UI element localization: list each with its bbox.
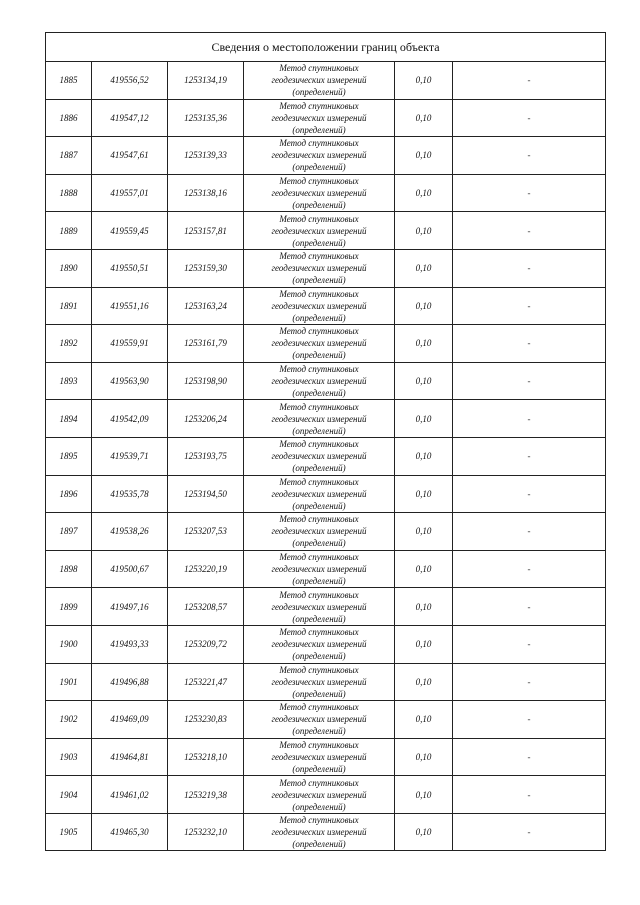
method-cell [244,99,395,137]
description-cell: - [453,99,606,137]
table-row [46,62,606,100]
method-line: Метод спутниковых [279,176,359,187]
method-line: Метод спутниковых [279,627,359,638]
method-line: Метод спутниковых [279,251,359,262]
description-cell: - [453,550,606,588]
table-row [46,437,606,475]
method-line: (определений) [292,275,346,286]
method-line: геодезических измерений [271,564,367,575]
method-line: (определений) [292,388,346,399]
table-row [46,325,606,363]
method-line: Метод спутниковых [279,514,359,525]
method-line: геодезических измерений [271,300,367,311]
y-coordinate-cell: 1253194,50 [168,475,244,513]
method-line: Метод спутниковых [279,63,359,74]
method-line: Метод спутниковых [279,138,359,149]
y-coordinate-cell: 1253218,10 [168,738,244,776]
y-coordinate-cell: 1253208,57 [168,588,244,626]
method-line: (определений) [292,801,346,812]
point-number-cell: 1897 [46,513,92,551]
method-line: геодезических измерений [271,714,367,725]
method-line: (определений) [292,350,346,361]
method-line: Метод спутниковых [279,326,359,337]
table-row [46,475,606,513]
method-cell [244,362,395,400]
x-coordinate-cell: 419539,71 [92,437,168,475]
method-line: геодезических измерений [271,188,367,199]
y-coordinate-cell: 1253138,16 [168,174,244,212]
x-coordinate-cell: 419465,30 [92,813,168,851]
x-coordinate-cell: 419493,33 [92,625,168,663]
description-cell: - [453,588,606,626]
description-cell: - [453,362,606,400]
method-cell [244,174,395,212]
description-cell: - [453,174,606,212]
method-cell [244,212,395,250]
method-line: (определений) [292,688,346,699]
method-line: (определений) [292,839,346,850]
point-number-cell: 1900 [46,625,92,663]
method-line: Метод спутниковых [279,815,359,826]
method-cell [244,663,395,701]
description-cell: - [453,249,606,287]
method-line: Метод спутниковых [279,552,359,563]
method-line: геодезических измерений [271,225,367,236]
method-line: (определений) [292,651,346,662]
y-coordinate-cell: 1253161,79 [168,325,244,363]
accuracy-cell: 0,10 [395,137,453,175]
x-coordinate-cell: 419461,02 [92,776,168,814]
method-cell [244,400,395,438]
method-cell [244,701,395,739]
description-cell: - [453,513,606,551]
y-coordinate-cell: 1253232,10 [168,813,244,851]
description-cell: - [453,625,606,663]
description-cell: - [453,813,606,851]
description-cell: - [453,437,606,475]
y-coordinate-cell: 1253159,30 [168,249,244,287]
table-row [46,212,606,250]
method-line: (определений) [292,576,346,587]
accuracy-cell: 0,10 [395,475,453,513]
y-coordinate-cell: 1253220,19 [168,550,244,588]
method-line: (определений) [292,425,346,436]
method-cell [244,437,395,475]
method-line: Метод спутниковых [279,739,359,750]
y-coordinate-cell: 1253207,53 [168,513,244,551]
point-number-cell: 1888 [46,174,92,212]
table-row [46,588,606,626]
accuracy-cell: 0,10 [395,362,453,400]
x-coordinate-cell: 419538,26 [92,513,168,551]
point-number-cell: 1896 [46,475,92,513]
method-cell [244,249,395,287]
table-row [46,137,606,175]
accuracy-cell: 0,10 [395,174,453,212]
y-coordinate-cell: 1253135,36 [168,99,244,137]
method-line: (определений) [292,87,346,98]
accuracy-cell: 0,10 [395,550,453,588]
table-row [46,701,606,739]
method-cell [244,287,395,325]
table-row [46,99,606,137]
table-row [46,362,606,400]
method-line: (определений) [292,200,346,211]
method-cell [244,625,395,663]
x-coordinate-cell: 419559,91 [92,325,168,363]
accuracy-cell: 0,10 [395,212,453,250]
y-coordinate-cell: 1253209,72 [168,625,244,663]
x-coordinate-cell: 419464,81 [92,738,168,776]
method-line: геодезических измерений [271,526,367,537]
method-cell [244,137,395,175]
method-line: Метод спутниковых [279,439,359,450]
method-cell [244,513,395,551]
y-coordinate-cell: 1253221,47 [168,663,244,701]
x-coordinate-cell: 419557,01 [92,174,168,212]
method-line: геодезических измерений [271,601,367,612]
accuracy-cell: 0,10 [395,513,453,551]
x-coordinate-cell: 419547,12 [92,99,168,137]
accuracy-cell: 0,10 [395,287,453,325]
x-coordinate-cell: 419556,52 [92,62,168,100]
method-line: (определений) [292,237,346,248]
x-coordinate-cell: 419563,90 [92,362,168,400]
description-cell: - [453,663,606,701]
method-line: геодезических измерений [271,676,367,687]
method-line: (определений) [292,538,346,549]
point-number-cell: 1894 [46,400,92,438]
point-number-cell: 1892 [46,325,92,363]
method-cell [244,550,395,588]
method-cell [244,738,395,776]
method-line: геодезических измерений [271,263,367,274]
description-cell: - [453,701,606,739]
description-cell: - [453,738,606,776]
method-line: геодезических измерений [271,639,367,650]
accuracy-cell: 0,10 [395,813,453,851]
method-cell [244,776,395,814]
x-coordinate-cell: 419469,09 [92,701,168,739]
method-line: Метод спутниковых [279,364,359,375]
description-cell: - [453,776,606,814]
method-line: (определений) [292,726,346,737]
table-row [46,400,606,438]
x-coordinate-cell: 419497,16 [92,588,168,626]
point-number-cell: 1886 [46,99,92,137]
method-line: геодезических измерений [271,75,367,86]
table-row [46,550,606,588]
point-number-cell: 1898 [46,550,92,588]
description-cell: - [453,400,606,438]
method-line: Метод спутниковых [279,100,359,111]
method-cell [244,475,395,513]
y-coordinate-cell: 1253193,75 [168,437,244,475]
x-coordinate-cell: 419550,51 [92,249,168,287]
method-line: геодезических измерений [271,338,367,349]
x-coordinate-cell: 419559,45 [92,212,168,250]
method-line: геодезических измерений [271,112,367,123]
y-coordinate-cell: 1253157,81 [168,212,244,250]
method-line: Метод спутниковых [279,288,359,299]
method-line: (определений) [292,613,346,624]
method-line: Метод спутниковых [279,702,359,713]
accuracy-cell: 0,10 [395,701,453,739]
method-line: Метод спутниковых [279,664,359,675]
y-coordinate-cell: 1253134,19 [168,62,244,100]
description-cell: - [453,62,606,100]
method-line: Метод спутниковых [279,476,359,487]
method-line: Метод спутниковых [279,777,359,788]
description-cell: - [453,287,606,325]
point-number-cell: 1899 [46,588,92,626]
y-coordinate-cell: 1253139,33 [168,137,244,175]
accuracy-cell: 0,10 [395,588,453,626]
point-number-cell: 1895 [46,437,92,475]
method-line: (определений) [292,312,346,323]
description-cell: - [453,325,606,363]
point-number-cell: 1891 [46,287,92,325]
description-cell: - [453,137,606,175]
point-number-cell: 1887 [46,137,92,175]
method-line: Метод спутниковых [279,401,359,412]
method-line: геодезических измерений [271,789,367,800]
accuracy-cell: 0,10 [395,62,453,100]
table-row [46,663,606,701]
table-row [46,625,606,663]
method-line: (определений) [292,763,346,774]
point-number-cell: 1901 [46,663,92,701]
x-coordinate-cell: 419535,78 [92,475,168,513]
accuracy-cell: 0,10 [395,738,453,776]
accuracy-cell: 0,10 [395,437,453,475]
x-coordinate-cell: 419542,09 [92,400,168,438]
y-coordinate-cell: 1253230,83 [168,701,244,739]
method-line: (определений) [292,124,346,135]
accuracy-cell: 0,10 [395,625,453,663]
table-row [46,738,606,776]
description-cell: - [453,212,606,250]
table-row [46,776,606,814]
x-coordinate-cell: 419551,16 [92,287,168,325]
accuracy-cell: 0,10 [395,776,453,814]
accuracy-cell: 0,10 [395,663,453,701]
point-number-cell: 1902 [46,701,92,739]
method-cell [244,813,395,851]
accuracy-cell: 0,10 [395,400,453,438]
method-line: геодезических измерений [271,150,367,161]
y-coordinate-cell: 1253206,24 [168,400,244,438]
method-line: Метод спутниковых [279,213,359,224]
method-line: геодезических измерений [271,413,367,424]
method-line: (определений) [292,463,346,474]
method-cell [244,588,395,626]
method-line: (определений) [292,162,346,173]
accuracy-cell: 0,10 [395,325,453,363]
accuracy-cell: 0,10 [395,99,453,137]
method-line: геодезических измерений [271,451,367,462]
point-number-cell: 1890 [46,249,92,287]
y-coordinate-cell: 1253163,24 [168,287,244,325]
table-row [46,249,606,287]
x-coordinate-cell: 419496,88 [92,663,168,701]
point-number-cell: 1903 [46,738,92,776]
x-coordinate-cell: 419500,67 [92,550,168,588]
method-line: геодезических измерений [271,751,367,762]
y-coordinate-cell: 1253198,90 [168,362,244,400]
point-number-cell: 1893 [46,362,92,400]
method-line: геодезических измерений [271,827,367,838]
method-line: геодезических измерений [271,488,367,499]
method-cell [244,325,395,363]
method-line: Метод спутниковых [279,589,359,600]
description-cell: - [453,475,606,513]
boundary-table [45,32,606,851]
table-row [46,287,606,325]
point-number-cell: 1889 [46,212,92,250]
table-row [46,813,606,851]
method-line: (определений) [292,500,346,511]
method-cell [244,62,395,100]
accuracy-cell: 0,10 [395,249,453,287]
table-row [46,513,606,551]
y-coordinate-cell: 1253219,38 [168,776,244,814]
point-number-cell: 1885 [46,62,92,100]
point-number-cell: 1904 [46,776,92,814]
point-number-cell: 1905 [46,813,92,851]
table-title: Сведения о местоположении границ объекта [46,33,606,62]
table-row [46,174,606,212]
method-line: геодезических измерений [271,376,367,387]
x-coordinate-cell: 419547,61 [92,137,168,175]
